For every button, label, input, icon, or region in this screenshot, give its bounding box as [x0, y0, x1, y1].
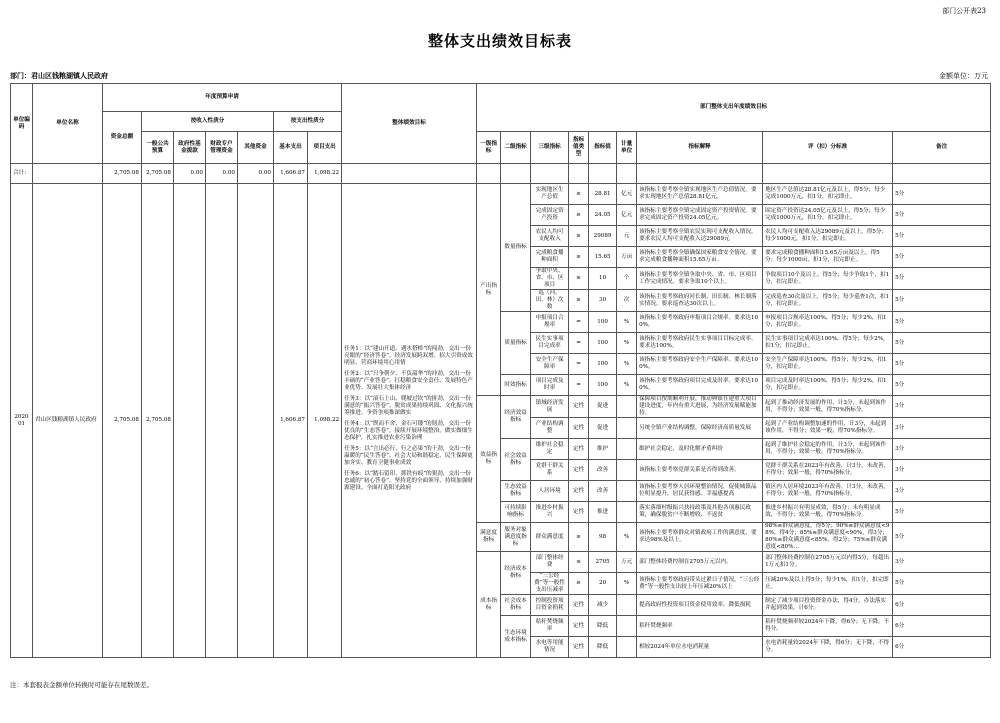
value-type: = — [569, 375, 589, 396]
level3-indicator: 巡（河、田、林）次数 — [531, 290, 569, 312]
value-type: ≥ — [569, 184, 589, 205]
measure-unit: % — [617, 354, 637, 375]
level2-indicator: 数量指标 — [501, 184, 531, 312]
remark: 5分 — [893, 312, 991, 333]
remark: 3分 — [893, 439, 991, 460]
task-item: 任务1：以“建山开道、遇水搭桥”的闯劲，交出一份亮眼的“经济答卷”。经济发展跨双增、招大引资成效明显、营商环境用心用情 — [344, 345, 473, 366]
value-type: 定性 — [569, 418, 589, 439]
indicator-explanation: 该指标主要考察党群关系是否得到改善。 — [637, 460, 763, 481]
value-type: ≥ — [569, 268, 589, 290]
overall-goal-tasks — [342, 184, 477, 658]
scoring-standard: 农民人均可支配收入达29089元及以上，得5分；每少1000元，扣1分，扣完即止。 — [763, 226, 893, 247]
measure-unit: 万亩 — [617, 247, 637, 268]
level3-indicator: 项目完成及时率 — [531, 375, 569, 396]
level3-indicator: 水电等用能情况 — [531, 637, 569, 658]
page-title: 整体支出绩效目标表 — [427, 32, 572, 50]
indicator-explanation: 另统全镇产业结构调整，保障经济高质量发展 — [637, 418, 763, 439]
indicator-explanation: 维护社会稳定，及时化解矛盾纠纷 — [637, 439, 763, 460]
indicator-explanation: 该指标主要考察全镇确保国家粮食安全情况。要求完成粮食播种面积15.65万亩。 — [637, 247, 763, 268]
header-basic-expense: 基本支出 — [274, 132, 308, 164]
indicator-value: 20 — [589, 573, 617, 595]
indicator-explanation: 该指标主要考察政府带头过紧日子情况，“三公经费”等一般性支出较上年压减20%以上 — [637, 573, 763, 595]
measure-unit — [617, 502, 637, 523]
header-special-account: 财政专户管理资金 — [206, 132, 238, 164]
measure-unit: 亿元 — [617, 184, 637, 205]
indicator-value: 维护 — [589, 439, 617, 460]
level3-indicator: 申报项目合规率 — [531, 312, 569, 333]
value-type: 定性 — [569, 439, 589, 460]
footnote: 注：本套报表金额单位转换时可能存在尾数误差。 — [10, 681, 153, 689]
value-type: 定性 — [569, 460, 589, 481]
indicator-explanation: 落实落细村级振兴扶持政策及其他各项惠民政策，确保脱贫户不断增收、不返贫 — [637, 502, 763, 523]
header-level3: 三级指标 — [531, 132, 569, 164]
unit-general: 2,705.08 — [142, 184, 174, 658]
remark: 5分 — [893, 290, 991, 312]
scoring-standard: 完成巡查30次及以上，得5分；每少巡查1次，扣1分，扣完即止。 — [763, 290, 893, 312]
header-general-budget: 一般公共预算 — [142, 132, 174, 164]
scoring-standard: 水电消耗量较2024年下降，得6分；无下降，不得分。 — [763, 637, 893, 658]
level1-indicator: 满意度指标 — [477, 523, 501, 552]
indicator-value: 10 — [589, 268, 617, 290]
indicator-explanation: 该指标主要考察全镇争取中央、省、市、区项目工作完成情况。要求争取10个以上。 — [637, 268, 763, 290]
indicator-explanation: 该指标主要考察政府安全生产保障率。要求达100%。 — [637, 354, 763, 375]
task-item: 任务2：以“只争朝夕、不负韶华”的冲劲，交出一份丰硕的“产业答卷”。扛稳粮食安全责任、发展特色产业优势、发展壮大集体经济 — [344, 370, 473, 391]
indicator-explanation: 相较2024年单位水电消耗量 — [637, 637, 763, 658]
value-type: ≥ — [569, 290, 589, 312]
value-type: 定性 — [569, 595, 589, 616]
remark: 5分 — [893, 523, 991, 552]
indicator-value: 100 — [589, 354, 617, 375]
total-gov-fund: 0.00 — [174, 164, 206, 184]
scoring-standard: 争取项目10个及以上，得5分；每少争取1个，扣1分，扣完即止。 — [763, 268, 893, 290]
scoring-standard: 98%≤群众满意度，得5分；90%≤群众满意度<98%，得4分；85%≤群众满意度<90%，得3分；80%≤群众满意度<85%，得2分；75%≤群众满意度<80%… — [763, 523, 893, 552]
remark: 5分 — [893, 268, 991, 290]
indicator-value: 促进 — [589, 418, 617, 439]
value-type: 定性 — [569, 616, 589, 637]
remark: 5分 — [893, 247, 991, 268]
indicator-row — [11, 184, 991, 205]
remark: 3分 — [893, 552, 991, 573]
value-type: 定性 — [569, 502, 589, 523]
value-type: ≥ — [569, 205, 589, 226]
header-level1: 一级指标 — [477, 132, 501, 164]
remark: 5分 — [893, 333, 991, 354]
indicator-value: 降低 — [589, 637, 617, 658]
total-label: 合计: — [11, 164, 33, 184]
indicator-value: 改善 — [589, 481, 617, 502]
measure-unit — [617, 439, 637, 460]
indicator-explanation: 该指标主要考察群众对镇政府工作的满意度，要求达98%及以上。 — [637, 523, 763, 552]
level3-indicator: 争取中央、省、市、区项目 — [531, 268, 569, 290]
scoring-standard: 地区生产总值达28.81亿元及以上，得5分；每少完成1000万元，扣1分，扣完即止。 — [763, 184, 893, 205]
level1-indicator: 成本指标 — [477, 552, 501, 658]
unit-basic: 1,606.87 — [274, 184, 308, 658]
total-project: 1,098.22 — [308, 164, 342, 184]
value-type: 定性 — [569, 396, 589, 418]
scoring-standard: 起到了产业结构调整加速的作用，计3分，未起到该作用，不得分；效果一般，得70%指标分。 — [763, 418, 893, 439]
indicator-value: 100 — [589, 333, 617, 354]
level3-indicator: 产业结构调整 — [531, 418, 569, 439]
value-type: ≥ — [569, 247, 589, 268]
indicator-explanation: 该指标主要考察政府民生实事项目目标完成率。要求达100%。 — [637, 333, 763, 354]
measure-unit: 个 — [617, 268, 637, 290]
level3-indicator: 推进乡村振兴 — [531, 502, 569, 523]
header-explanation: 指标解释 — [637, 132, 763, 164]
value-type: = — [569, 333, 589, 354]
header-remark: 备注 — [893, 132, 991, 164]
unit-name: 君山区钱粮湖镇人民政府 — [33, 184, 103, 658]
scoring-standard: 安全生产保障率达100%，得5分；每少2%，扣1分，扣完即止。 — [763, 354, 893, 375]
total-row — [11, 164, 991, 184]
indicator-value: 98 — [589, 523, 617, 552]
scoring-standard: 部门整体经费控制在2705万元以内得3分，每超出1万元扣1分。 — [763, 552, 893, 573]
indicator-value: 24.05 — [589, 205, 617, 226]
header-project-expense: 项目支出 — [308, 132, 342, 164]
level2-indicator: 生态环境成本指标 — [501, 616, 531, 658]
indicator-explanation: 该指标主要考察全镇实现地区生产总值情况。要求实现地区生产总值28.81亿元。 — [637, 184, 763, 205]
total-special: 0.00 — [206, 164, 238, 184]
indicator-value: 促进 — [589, 396, 617, 418]
indicator-explanation: 秸秆焚烧频率 — [637, 616, 763, 637]
measure-unit — [617, 616, 637, 637]
remark: 5分 — [893, 184, 991, 205]
header-by-income: 按收入性质分 — [142, 112, 274, 132]
measure-unit: % — [617, 312, 637, 333]
header-measure-unit: 计量单位 — [617, 132, 637, 164]
task-item: 任务5：以“言出必行、行之必果”的干劲，交出一份温暖的“民生答卷”。社会大局和谐稳定、民生保障更加夯实、教育卫健事业成效 — [344, 445, 473, 466]
remark: 3分 — [893, 396, 991, 418]
indicator-value: 降低 — [589, 616, 617, 637]
measure-unit: 亿元 — [617, 205, 637, 226]
value-type: ≥ — [569, 226, 589, 247]
value-type: 定性 — [569, 481, 589, 502]
performance-goal-table — [10, 83, 991, 658]
level2-indicator: 服务对象满意度指标 — [501, 523, 531, 552]
header-unit-code: 单位编码 — [11, 84, 33, 164]
value-type: 定性 — [569, 637, 589, 658]
scoring-standard: 项目完成及时率达100%，得5分；每少2%，扣1分，扣完即止。 — [763, 375, 893, 396]
level2-indicator: 经济效益指标 — [501, 396, 531, 439]
level3-indicator: 维护社会稳定 — [531, 439, 569, 460]
currency-unit-label: 金额单位：万元 — [939, 72, 988, 80]
indicator-value: 15.65 — [589, 247, 617, 268]
level1-indicator: 效益指标 — [477, 396, 501, 523]
header-total: 资金总额 — [103, 112, 142, 164]
header-other-funds: 其他资金 — [238, 132, 274, 164]
indicator-explanation: 该指标主要考察人居环境整治情况，促使城镇品位明显提升，居民获得感、幸福感提高 — [637, 481, 763, 502]
measure-unit: % — [617, 333, 637, 354]
indicator-explanation: 该指标主要考察全镇农民实现可支配收入情况。要求农民人均可支配收入达29089元 — [637, 226, 763, 247]
indicator-explanation: 该指标主要考察政府申报项目合规率。要求达100%。 — [637, 312, 763, 333]
level1-indicator: 产出指标 — [477, 184, 501, 396]
value-type: ≥ — [569, 573, 589, 595]
measure-unit: 万元 — [617, 552, 637, 573]
level3-indicator: 民生实事项目完成率 — [531, 333, 569, 354]
value-type: = — [569, 354, 589, 375]
indicator-value: 改善 — [589, 460, 617, 481]
level3-indicator: 安全生产保障率 — [531, 354, 569, 375]
indicator-explanation: 该指标主要考察全镇完成固定资产投资情况。要求完成固定资产投资24.05亿元。 — [637, 205, 763, 226]
scoring-standard: 民生实事项目完成率达100%，得5分；每少2%，扣1分，扣完即止。 — [763, 333, 893, 354]
scoring-standard: 秸秆焚烧频率较2024年下降，得6分；无下降，不得分。 — [763, 616, 893, 637]
remark: 5分 — [893, 354, 991, 375]
scoring-standard: 申报项目合规率达100%，得5分；每少2%，扣1分，扣完即止。 — [763, 312, 893, 333]
level2-indicator: 生态效益指标 — [501, 481, 531, 502]
indicator-value: 100 — [589, 375, 617, 396]
scoring-standard: 压减20%及以上得5分；每少1%，扣1分，扣完即止。 — [763, 573, 893, 595]
remark: 6分 — [893, 616, 991, 637]
level3-indicator: “三公经费”等一般性支出压减率 — [531, 573, 569, 595]
indicator-rows — [11, 184, 991, 658]
scoring-standard: 要求完成粮食播种面积15.65万亩及以上，得5分；每少1000亩，扣1分，扣完即止。 — [763, 247, 893, 268]
measure-unit — [617, 481, 637, 502]
form-number: 部门公开表23 — [942, 7, 986, 15]
indicator-explanation: 该指标主要考察政府河长制、田长制、林长制落实情况。要求巡查达30次以上。 — [637, 290, 763, 312]
measure-unit: % — [617, 573, 637, 595]
measure-unit — [617, 418, 637, 439]
header-value-type: 指标值类型 — [569, 132, 589, 164]
level2-indicator: 社会成本指标 — [501, 595, 531, 616]
scoring-standard: 推进乡村振兴有明显成效，得5分；未有明显成效，不得分；效果一般，得70%指标分。 — [763, 502, 893, 523]
level2-indicator: 社会效益指标 — [501, 439, 531, 481]
remark: 5分 — [893, 502, 991, 523]
level3-indicator: 党群干群关系 — [531, 460, 569, 481]
remark: 5分 — [893, 573, 991, 595]
level3-indicator: 完成粮食播种面积 — [531, 247, 569, 268]
unit-code: 202001 — [11, 184, 33, 658]
indicator-value: 30 — [589, 290, 617, 312]
level3-indicator: 人居环境 — [531, 481, 569, 502]
measure-unit — [617, 396, 637, 418]
unit-gov-fund — [174, 184, 206, 658]
measure-unit: 次 — [617, 290, 637, 312]
remark: 5分 — [893, 226, 991, 247]
indicator-explanation: 部门整体经费控制在2705万元以内。 — [637, 552, 763, 573]
indicator-value: 28.81 — [589, 184, 617, 205]
remark: 6分 — [893, 637, 991, 658]
scoring-standard: 固定资产投资达24.05亿元及以上，得5分；每少完成1000万元，扣1分，扣完即止。 — [763, 205, 893, 226]
level2-indicator: 质量指标 — [501, 312, 531, 375]
value-type: ≤ — [569, 552, 589, 573]
task-item: 任务4：以“锲而不舍、金石可镂”的韧劲，交出一份优良的“生态答卷”。接续开展环境整治，做实做细生态保护，扎实推进农业污染治理 — [344, 420, 473, 441]
total-other: 0.00 — [238, 164, 274, 184]
measure-unit: % — [617, 375, 637, 396]
measure-unit: 元 — [617, 226, 637, 247]
remark: 5分 — [893, 375, 991, 396]
header-scoring: 评（扣）分标准 — [763, 132, 893, 164]
indicator-value: 推进 — [589, 502, 617, 523]
unit-project: 1,098.22 — [308, 184, 342, 658]
header-overall-goal: 整体绩效目标 — [342, 84, 477, 164]
header-annual-budget: 年度预算申请 — [103, 84, 342, 112]
indicator-explanation: 提高政府性投资项目资金使用效率，降低损耗 — [637, 595, 763, 616]
measure-unit: % — [617, 523, 637, 552]
value-type: ≥ — [569, 523, 589, 552]
level2-indicator: 可持续影响指标 — [501, 502, 531, 523]
indicator-value: 100 — [589, 312, 617, 333]
level3-indicator: 农民人均可支配收入 — [531, 226, 569, 247]
header-by-expense: 按支出性质分 — [274, 112, 342, 132]
level3-indicator: 控制投资项目资金损耗 — [531, 595, 569, 616]
unit-special — [206, 184, 238, 658]
indicator-explanation: 该指标主要考察政府项目完成及时率。要求达100%。 — [637, 375, 763, 396]
level2-indicator: 经济成本指标 — [501, 552, 531, 595]
level3-indicator: 群众满意度 — [531, 523, 569, 552]
task-item: 任务3：以“滚石上山、爬坡过坎”的拼劲，交出一份满意的“振兴答卷”。脱贫成果持续巩固、文化振兴统筹推进、争资争项推深做实 — [344, 395, 473, 416]
value-type: = — [569, 312, 589, 333]
indicator-value: 29089 — [589, 226, 617, 247]
level3-indicator: 镇域经济发展 — [531, 396, 569, 418]
level3-indicator: 秸秆焚烧频率 — [531, 616, 569, 637]
header-unit-name: 单位名称 — [33, 84, 103, 164]
total-basic: 1,606.87 — [274, 164, 308, 184]
level3-indicator: 实现地区生产总值 — [531, 184, 569, 205]
measure-unit — [617, 460, 637, 481]
department-label: 部门：君山区钱粮湖镇人民政府 — [10, 71, 108, 80]
level3-indicator: 部门整体经费 — [531, 552, 569, 573]
task-item: 任务6：以“踏石留印、抓铁有痕”的狠劲，交出一份忠诚的“初心答卷”。坚持党的全面领导、持续加强财源建设、全面打造阳光政府 — [344, 470, 473, 491]
scoring-standard: 起到了推动经济发展的作用，计3分，未起到该作用，不得分；效果一般，得70%指标分。 — [763, 396, 893, 418]
unit-total: 2,705.08 — [103, 184, 142, 658]
remark: 5分 — [893, 205, 991, 226]
level2-indicator: 时效指标 — [501, 375, 531, 396]
remark: 6分 — [893, 595, 991, 616]
level3-indicator: 完成固定资产投资 — [531, 205, 569, 226]
scoring-standard: 镇区内人居环境2023年有改善，计3分，未改善，不得分；效果一般，得70%指标分。 — [763, 481, 893, 502]
header-gov-fund: 政府性基金拨款 — [174, 132, 206, 164]
scoring-standard: 制定了减少项目投资资金办法，得4分，办法落实并起到效果，计6分。 — [763, 595, 893, 616]
total-amount: 2,705.08 — [103, 164, 142, 184]
scoring-standard: 起到了维护社会稳定的作用，计3分，未起到该作用，不得分；效果一般，得70%指标分。 — [763, 439, 893, 460]
measure-unit — [617, 595, 637, 616]
total-general: 2,705.08 — [142, 164, 174, 184]
header-value: 指标值 — [589, 132, 617, 164]
unit-other — [238, 184, 274, 658]
remark: 3分 — [893, 481, 991, 502]
measure-unit — [617, 637, 637, 658]
remark: 3分 — [893, 418, 991, 439]
remark: 3分 — [893, 460, 991, 481]
indicator-explanation: 保障项目按期顺利开展，推动典镇在建重大项目建设进度，年内有重大进展，为经济发展赋能加持。 — [637, 396, 763, 418]
indicator-value: 减少 — [589, 595, 617, 616]
header-level2: 二级指标 — [501, 132, 531, 164]
scoring-standard: 党群干群关系在2023年有改善，计3分，未改善，不得分；效果一般，得70%指标分。 — [763, 460, 893, 481]
indicator-value: 2705 — [589, 552, 617, 573]
header-dept-goal: 部门整体支出年度绩效目标 — [477, 84, 991, 132]
